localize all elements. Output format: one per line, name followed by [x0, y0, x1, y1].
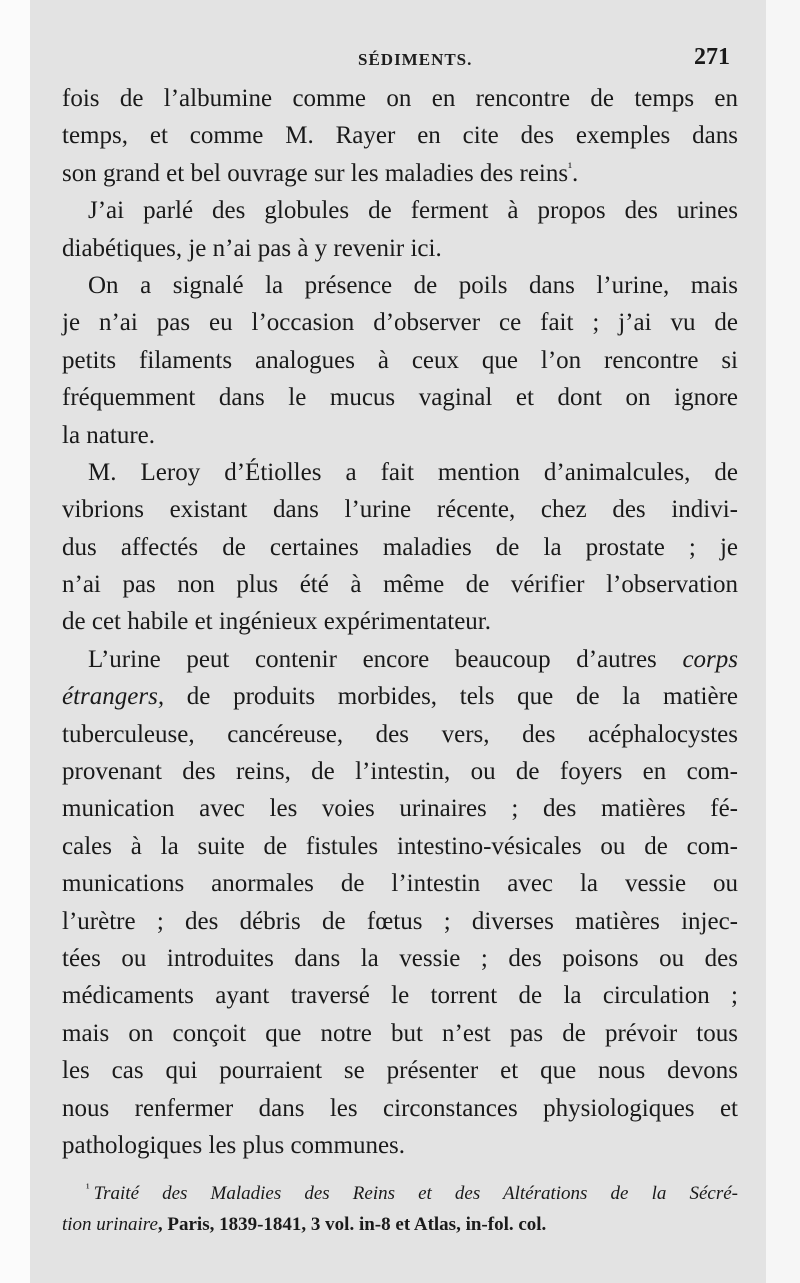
italic-term: étrangers,: [62, 683, 165, 711]
footnote-marker: ¹: [86, 1180, 90, 1195]
text-segment: .: [572, 159, 579, 187]
scan-left-margin: [0, 0, 30, 1283]
text-line: J’ai parlé des globules de ferment à propos des urines: [88, 197, 738, 225]
scan-right-margin: [766, 0, 800, 1283]
text-line: dus affectés de certaines maladies de la prostate ; je: [62, 533, 738, 561]
text-segment: de produits morbides, tels que de la matière: [186, 683, 738, 711]
running-head: SÉDIMENTS.: [358, 50, 473, 69]
text-segment: son grand et bel ouvrage sur les maladies des reins: [62, 159, 569, 187]
text-line: pathologiques les plus communes.: [62, 1131, 406, 1159]
paragraph-5: [62, 641, 742, 1164]
text-line: diabétiques, je n’ai pas à y revenir ici.: [62, 234, 442, 262]
text-line: cales à la suite de fistules intestino-vésicales ou de com-: [62, 832, 738, 860]
text-line: provenant des reins, de l’intestin, ou de foyers en com-: [62, 758, 738, 786]
text-line: mais on conçoit que notre but n’est pas de prévoir tous: [62, 1019, 738, 1047]
text-line: nous renfermer dans les circonstances physiologiques et: [62, 1094, 738, 1122]
page-header: [30, 40, 766, 80]
text-line: de cet habile et ingénieux expérimentateur.: [62, 608, 491, 636]
text-line: fréquemment dans le mucus vaginal et dont on ignore: [62, 384, 738, 412]
footnote-reference: ¹: [568, 159, 573, 175]
page-number: 271: [694, 44, 730, 70]
book-page: [30, 0, 766, 1283]
text-line: médicaments ayant traversé le torrent de la circulation ;: [62, 982, 738, 1010]
text-segment: L’urine peut contenir encore beaucoup d’autres: [88, 645, 657, 673]
text-line: n’ai pas non plus été à même de vérifier l’observation: [62, 571, 738, 599]
text-line: je n’ai pas eu l’occasion d’observer ce fait ; j’ai vu de: [62, 309, 738, 337]
text-line: munications anormales de l’intestin avec la vessie ou: [62, 870, 738, 898]
paragraph-3: [62, 267, 742, 454]
text-line: l’urètre ; des débris de fœtus ; diverses matières injec-: [62, 907, 738, 935]
paragraph-4: [62, 454, 742, 641]
text-line: la nature.: [62, 421, 156, 449]
text-line: fois de l’albumine comme on en rencontre de temps en: [62, 85, 738, 112]
text-line: munication avec les voies urinaires ; des matières fé-: [62, 795, 738, 823]
text-line: [62, 678, 738, 715]
footnote: [62, 1178, 742, 1240]
text-line: tées ou introduites dans la vessie ; des poisons ou des: [62, 944, 738, 972]
italic-term: corps: [682, 645, 739, 673]
text-line: tuberculeuse, cancéreuse, des vers, des acéphalocystes: [62, 720, 738, 748]
paragraph-1: [62, 80, 742, 192]
paragraph-2: [62, 192, 742, 267]
footnote-details: , Paris, 1839-1841, 3 vol. in-8 et Atlas, in-fol. col.: [157, 1214, 547, 1235]
text-line: temps, et comme M. Rayer en cite des exemples dans: [62, 122, 738, 150]
text-line: les cas qui pourraient se présenter et que nous devons: [62, 1057, 738, 1085]
text-line: On a signalé la présence de poils dans l’urine, mais: [88, 271, 738, 299]
text-line: [62, 155, 738, 192]
text-line: M. Leroy d’Étiolles a fait mention d’animalcules, de: [88, 458, 738, 486]
text-line: vibrions existant dans l’urine récente, chez des indivi-: [62, 496, 738, 524]
footnote-title: Traité des Maladies des Reins et des Altérations de la Sécré-: [93, 1183, 738, 1204]
footnote-line: [62, 1209, 738, 1240]
text-line: petits filaments analogues à ceux que l’on rencontre si: [62, 346, 738, 374]
footnote-title-cont: tion urinaire: [62, 1214, 158, 1235]
text-line: [62, 641, 738, 678]
footnote-line: [62, 1178, 738, 1209]
body-text: [62, 80, 742, 1164]
